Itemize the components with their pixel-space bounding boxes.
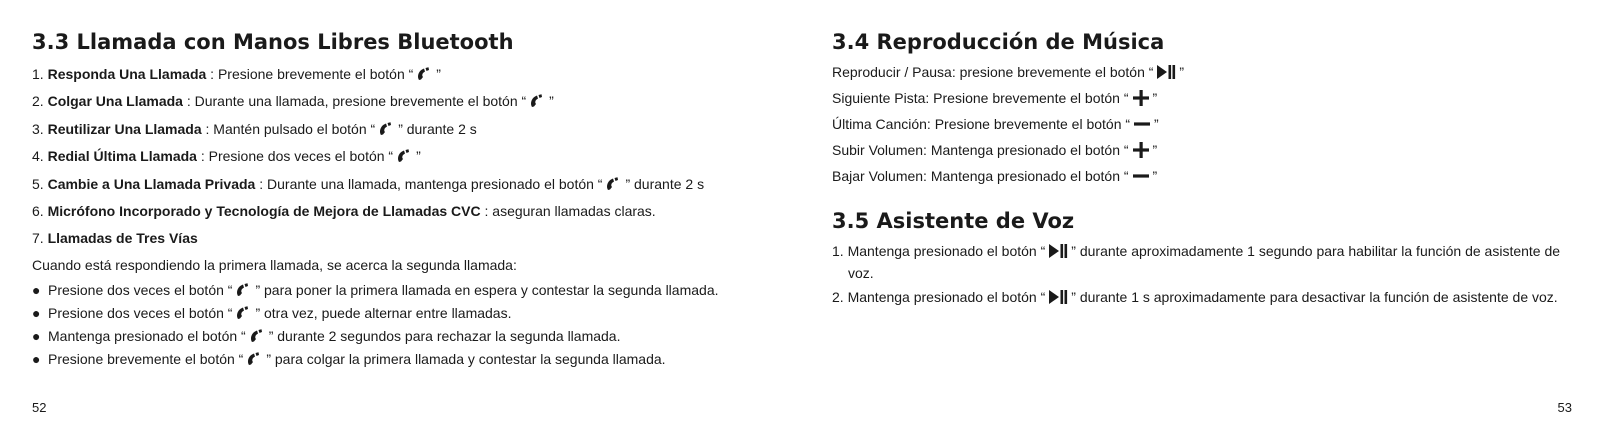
item-number: 2. xyxy=(32,93,44,109)
section-title-voice: 3.5 Asistente de Voz xyxy=(832,209,1075,233)
bullet-icon: ● xyxy=(32,282,41,298)
item-text: : Durante una llamada, mantenga presionado el botón “ xyxy=(255,176,603,192)
plus-icon xyxy=(1132,142,1150,163)
item-title: Colgar Una Llamada xyxy=(47,93,183,109)
plus-icon xyxy=(1132,90,1150,111)
item-number: 2. xyxy=(832,289,844,305)
bullet-item: ● Mantenga presionado el botón “ ” durante 2 segundos para rechazar la segunda llamada. xyxy=(32,327,621,349)
list-item: Reproducir / Pausa: presione brevemente el botón “ ” xyxy=(832,63,1184,85)
item-number: 3. xyxy=(32,121,44,137)
phone-icon xyxy=(235,306,252,326)
right-page xyxy=(832,0,1572,441)
bullet-item: ● Presione dos veces el botón “ ” otra vez, puede alternar entre llamadas. xyxy=(32,304,511,326)
list-item xyxy=(32,202,656,221)
list-item: 4. Redial Última Llamada : Presione dos veces el botón “ ” xyxy=(32,147,421,169)
phone-icon xyxy=(249,329,266,349)
item-number: 6. xyxy=(32,203,44,219)
item-number: 1. xyxy=(32,66,44,82)
play-pause-icon xyxy=(1048,289,1068,310)
bullet-icon: ● xyxy=(32,351,41,367)
item-title: Llamadas de Tres Vías xyxy=(47,230,198,246)
left-page xyxy=(32,0,792,441)
list-item: Siguiente Pista: Presione brevemente el botón “ ” xyxy=(832,89,1157,111)
section-title-music: 3.4 Reproducción de Música xyxy=(832,30,1165,54)
item-title: Reutilizar Una Llamada xyxy=(47,121,202,137)
page-number: 52 xyxy=(32,400,47,415)
phone-icon xyxy=(246,352,263,372)
item-text: : Mantén pulsado el botón “ xyxy=(201,121,376,137)
item-text: : aseguran llamadas claras. xyxy=(480,203,656,219)
item-text: : Presione brevemente el botón “ xyxy=(206,66,414,82)
item-text: : Presione dos veces el botón “ xyxy=(196,148,394,164)
phone-icon xyxy=(416,67,433,87)
item-number: 7. xyxy=(32,230,44,246)
bullet-item: ● Presione brevemente el botón “ ” para colgar la primera llamada y contestar la segunda llamada. xyxy=(32,350,666,372)
item-title: Responda Una Llamada xyxy=(47,66,207,82)
item-title: Micrófono Incorporado y Tecnología de Mejora de Llamadas CVC xyxy=(47,203,481,219)
list-item: 1. Responda Una Llamada : Presione brevemente el botón “ ” xyxy=(32,65,441,87)
list-item: 1. Mantenga presionado el botón “ ” durante aproximadamente 1 segundo para habilitar la función de asistente de voz. xyxy=(832,243,1561,281)
item-number: 5. xyxy=(32,176,44,192)
play-pause-icon xyxy=(1048,243,1068,264)
list-item: 5. Cambie a Una Llamada Privada : Durante una llamada, mantenga presionado el botón “ ” durante 2 s xyxy=(32,175,704,197)
bullet-icon: ● xyxy=(32,328,41,344)
item-text: : Durante una llamada, presione brevemente el botón “ xyxy=(182,93,527,109)
phone-icon xyxy=(605,177,622,197)
play-pause-icon xyxy=(1156,64,1176,85)
minus-icon xyxy=(1133,116,1151,137)
page-number: 53 xyxy=(1557,400,1572,415)
list-item: Subir Volumen: Mantenga presionado el botón “ ” xyxy=(832,141,1157,163)
item-number: 1. xyxy=(832,243,844,259)
list-item: 3. Reutilizar Una Llamada : Mantén pulsado el botón “ ” durante 2 s xyxy=(32,120,477,142)
phone-icon xyxy=(529,94,546,114)
list-item xyxy=(32,229,198,248)
item-title: Redial Última Llamada xyxy=(47,148,197,164)
list-item: 2. Mantenga presionado el botón “ ” durante 1 s aproximadamente para desactivar la función de asistente de voz. xyxy=(832,288,1568,310)
three-way-intro: Cuando está respondiendo la primera llamada, se acerca la segunda llamada: xyxy=(32,257,517,273)
bullet-icon: ● xyxy=(32,305,41,321)
minus-icon xyxy=(1132,168,1150,189)
bullet-item: ● Presione dos veces el botón “ ” para poner la primera llamada en espera y contestar la segunda llamada. xyxy=(32,281,719,303)
list-item: Bajar Volumen: Mantenga presionado el botón “ ” xyxy=(832,167,1157,189)
phone-icon xyxy=(396,149,413,169)
list-item: Última Canción: Presione brevemente el botón “ ” xyxy=(832,115,1159,137)
section-title-hands-free: 3.3 Llamada con Manos Libres Bluetooth xyxy=(32,30,514,54)
phone-icon xyxy=(235,283,252,303)
item-number: 4. xyxy=(32,148,44,164)
item-title: Cambie a Una Llamada Privada xyxy=(47,176,256,192)
phone-icon xyxy=(378,122,395,142)
list-item: 2. Colgar Una Llamada : Durante una llamada, presione brevemente el botón “ ” xyxy=(32,92,554,114)
